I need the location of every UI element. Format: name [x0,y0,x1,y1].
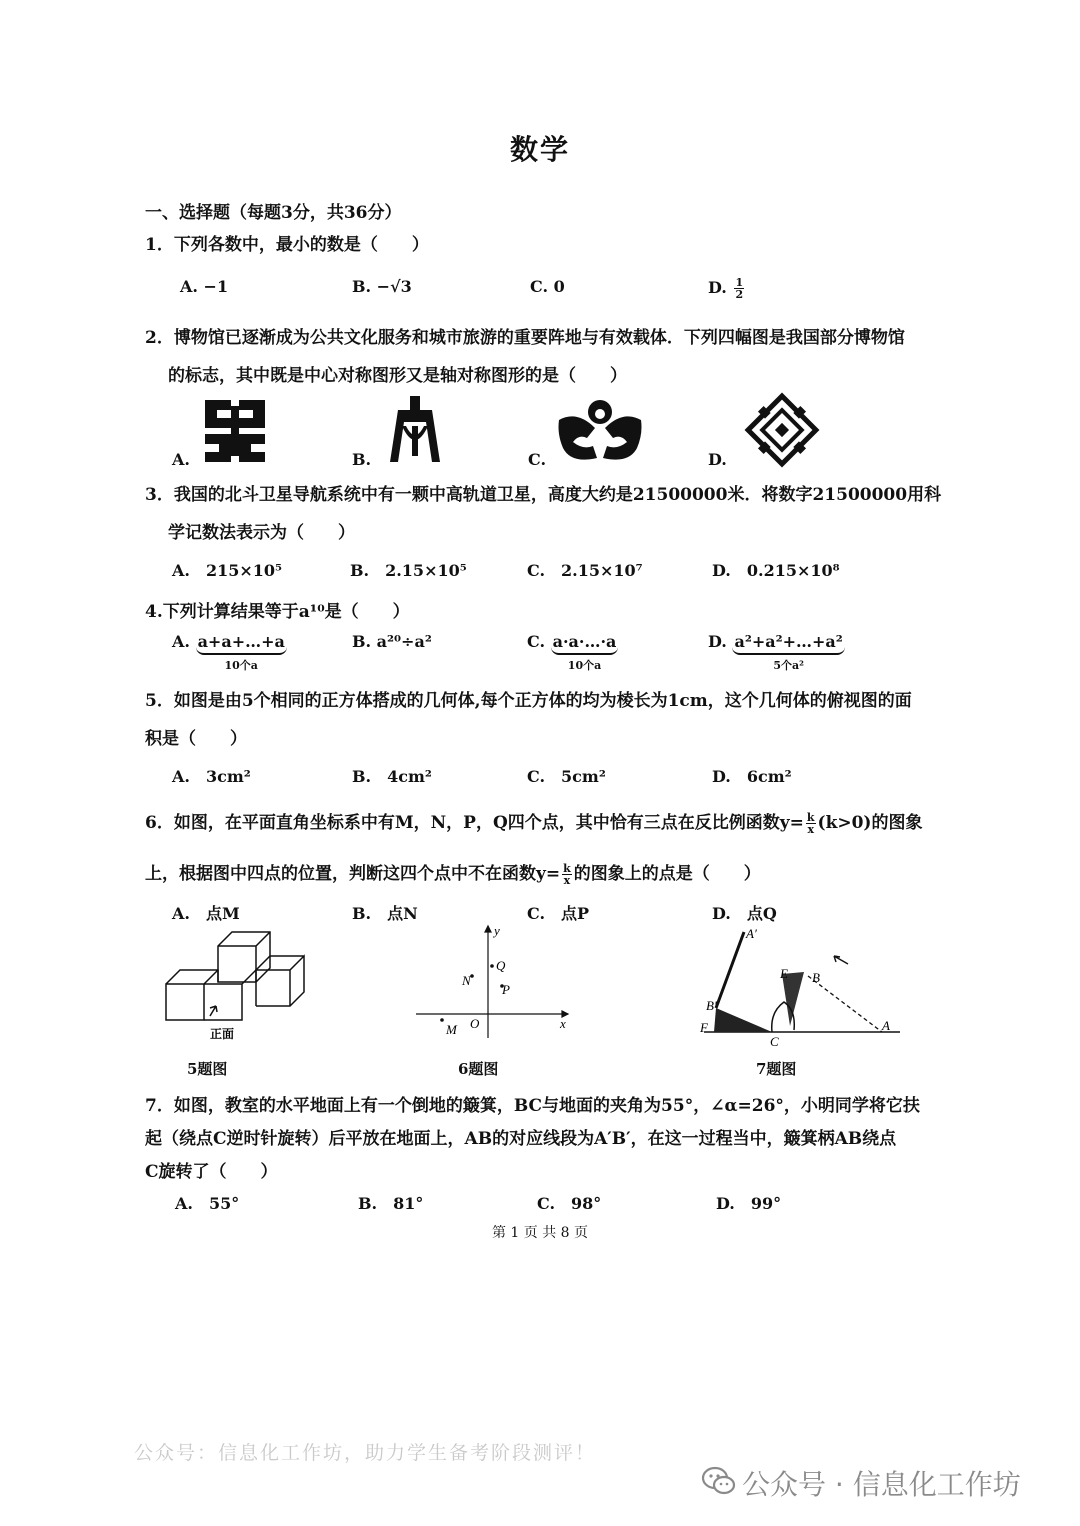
q3-option-a: A. 215×10⁵ [172,561,283,580]
q3-stem-line2: 学记数法表示为（ ） [168,523,355,543]
brand-watermark: 公众号 · 信息化工作坊 [742,1468,1021,1501]
q1-option-c: C. 0 [530,277,565,296]
section-heading: 一、选择题（每题3分，共36分） [145,203,402,223]
q4-option-d: D. a²+a²+…+a² 5个a² [708,632,843,672]
q4-option-a: A. a+a+…+a 10个a [172,632,285,672]
fig6-caption: 6题图 [458,1060,499,1078]
q2-label-a: A. [172,450,190,469]
label-a: A [882,1018,890,1033]
label-a-prime: A′ [746,926,757,941]
page-footer: 第 1 页 共 8 页 [491,1225,589,1241]
q2-stem-line1: 2．博物馆已逐渐成为公共文化服务和城市旅游的重要阵地与有效载体．下列四幅图是我国部分博物馆 [145,328,905,348]
wechat-icon [702,1466,736,1496]
q3-stem-line1: 3．我国的北斗卫星导航系统中有一颗中高轨道卫星，高度大约是21500000米．将数字21500000用科 [145,485,942,505]
label-o: O [470,1016,480,1031]
q6-option-d: D. 点Q [712,904,777,923]
q5-option-b: B. 4cm² [352,767,432,786]
label-q: Q [496,958,506,973]
label-x: x [560,1016,566,1031]
q4-stem: 4.下列计算结果等于a¹⁰是（ ） [145,602,410,622]
figure-7-dustpan [700,922,905,1052]
q4-brace-c: a·a·…·a 10个a [552,632,617,672]
fig7-caption: 7题图 [756,1060,797,1078]
q7-option-d: D. 99° [716,1194,782,1213]
watermark-text: 公众号：信息化工作坊，助力学生备考阶段测评！ [134,1442,597,1464]
q6-stem-line1: 6．如图，在平面直角坐标系中有M，N，P，Q四个点，其中恰有三点在反比例函数y= $\frac{k}{x}$ (k>0)的图象 [145,811,923,836]
fig5-front-label: 正面 [210,1027,235,1041]
q5-stem-line1: 5．如图是由5个相同的正方体搭成的几何体,每个正方体的均为棱长为1cm，这个几何体的俯视图的面 [145,691,912,711]
q7-option-a: A. 55° [175,1194,240,1213]
museum-logo-a [203,398,267,464]
q3-option-b: B. 2.15×10⁵ [350,561,467,580]
q3-option-c: C. 2.15×10⁷ [527,561,643,580]
label-b-prime: B′ [706,998,717,1013]
q7-option-c: C. 98° [537,1194,602,1213]
q6-option-c: C. 点P [527,904,590,923]
q7-stem-line3: C旋转了（ ） [145,1162,278,1182]
q6-stem-line2: 上，根据图中四点的位置，判断这四个点中不在函数y= $\frac{k}{x}$ 的图象上的点是（ ） [145,862,761,887]
label-n: N [462,973,471,988]
label-e: E [780,966,788,981]
q4-brace-a: a+a+…+a 10个a [197,632,285,672]
q4-brace-d: a²+a²+…+a² 5个a² [734,632,843,672]
q2-label-d: D. [708,450,727,469]
figure-5-cubes [160,928,320,1048]
label-f: F [700,1020,708,1035]
page-title: 数学 [509,133,570,166]
q3-option-d: D. 0.215×10⁸ [712,561,840,580]
q5-option-d: D. 6cm² [712,767,792,786]
q6-option-b: B. 点N [352,904,418,923]
q6-fraction-2: $\frac{k}{x}$ [563,862,571,887]
q7-stem-line1: 7．如图，教室的水平地面上有一个倒地的簸箕，BC与地面的夹角为55°，∠α=26°，小明同学将它扶 [145,1096,920,1116]
label-c: C [770,1034,779,1049]
q1-option-d: D. $\frac{1}{2}$ [708,276,744,301]
q7-option-b: B. 81° [358,1194,424,1213]
q2-stem-line2: 的标志，其中既是中心对称图形又是轴对称图形的是（ ） [168,366,627,386]
q4-option-c: C. a·a·…·a 10个a [527,632,617,672]
q1-fraction: $\frac{1}{2}$ [735,276,744,301]
label-y: y [494,923,500,938]
q2-label-c: C. [528,450,547,469]
fig5-caption: 5题图 [187,1060,228,1078]
figure-6-coordinate-plane [410,922,580,1042]
museum-logo-b [382,396,448,464]
q1-stem: 1．下列各数中，最小的数是（ ） [145,235,429,255]
point-q [490,964,494,968]
label-p: P [502,982,510,997]
q5-option-a: A. 3cm² [172,767,251,786]
q5-stem-line2: 积是（ ） [145,729,247,749]
point-m [440,1018,444,1022]
q6-fraction-1: $\frac{k}{x}$ [806,811,815,836]
museum-logo-d [745,393,819,467]
q1-option-a: A. −1 [180,277,229,296]
q5-option-c: C. 5cm² [527,767,606,786]
q1-option-b: B. −√3 [352,277,412,296]
q4-option-b: B. a²⁰÷a² [352,632,432,651]
label-m: M [446,1022,457,1037]
q7-stem-line2: 起（绕点C逆时针旋转）后平放在地面上，AB的对应线段为A′B′，在这一过程当中，簸箕柄AB绕点 [145,1129,897,1149]
label-b: B [812,970,820,985]
point-n [470,974,474,978]
q2-label-b: B. [352,450,372,469]
museum-logo-c [557,398,643,464]
q6-option-a: A. 点M [172,904,240,923]
